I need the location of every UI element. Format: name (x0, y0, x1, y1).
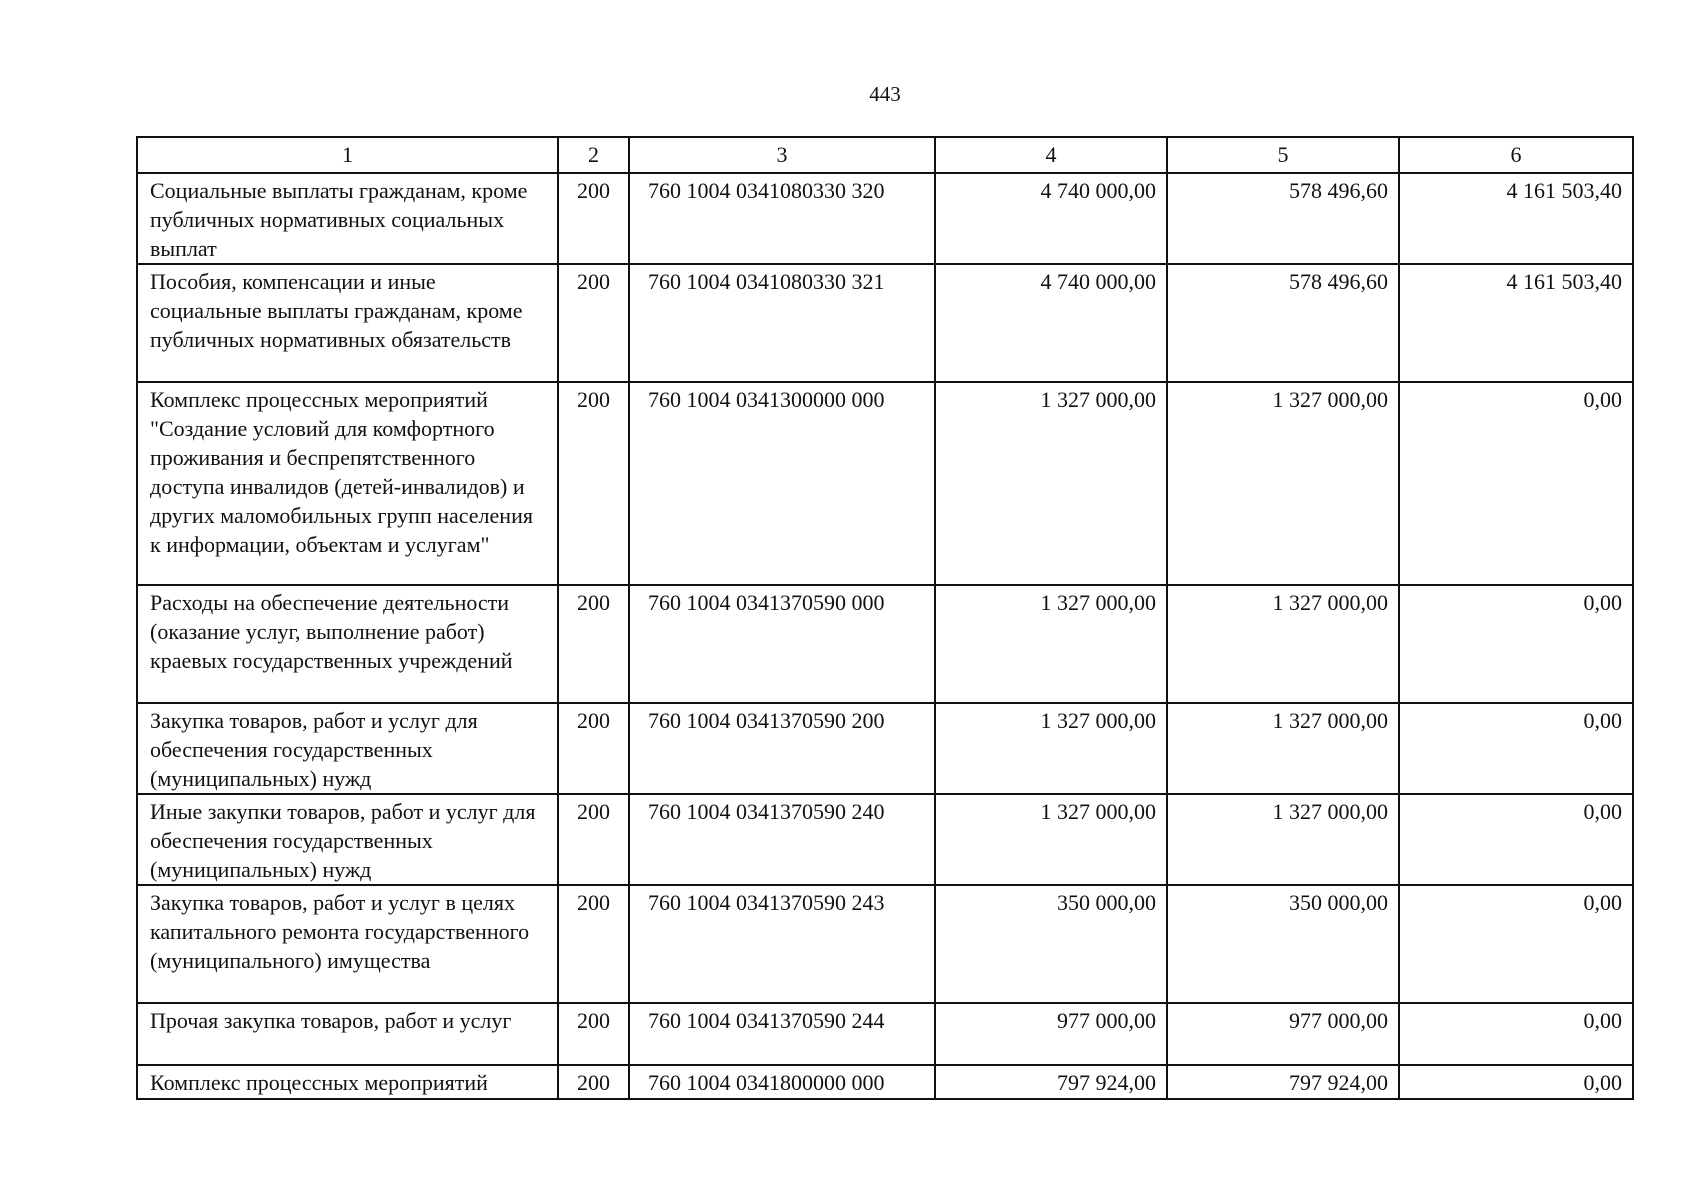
table-row (137, 885, 1633, 1003)
row-budget-code: 760 1004 0341370590 244 (629, 1003, 935, 1065)
row-name: Закупка товаров, работ и услуг для обеспечения государственных (муниципальных) нужд (137, 703, 558, 794)
table-row (137, 794, 1633, 885)
row-line-code: 200 (558, 173, 629, 264)
row-executed: 1 327 000,00 (1167, 382, 1399, 585)
row-budget-code: 760 1004 0341300000 000 (629, 382, 935, 585)
table-row (137, 173, 1633, 264)
row-line-code: 200 (558, 585, 629, 703)
row-executed: 977 000,00 (1167, 1003, 1399, 1065)
row-executed: 797 924,00 (1167, 1065, 1399, 1099)
row-planned: 1 327 000,00 (935, 382, 1167, 585)
table-row (137, 1003, 1633, 1065)
row-remaining: 0,00 (1399, 585, 1633, 703)
row-planned: 977 000,00 (935, 1003, 1167, 1065)
row-budget-code: 760 1004 0341370590 000 (629, 585, 935, 703)
row-line-code: 200 (558, 794, 629, 885)
row-budget-code: 760 1004 0341800000 000 (629, 1065, 935, 1099)
row-remaining: 0,00 (1399, 1065, 1633, 1099)
row-name: Закупка товаров, работ и услуг в целях капитального ремонта государственного (муниципального) имущества (137, 885, 558, 1003)
column-header-3: 3 (629, 137, 935, 173)
table-row (137, 1065, 1633, 1099)
row-name: Социальные выплаты гражданам, кроме публичных нормативных социальных выплат (137, 173, 558, 264)
row-remaining: 4 161 503,40 (1399, 264, 1633, 382)
row-budget-code: 760 1004 0341370590 200 (629, 703, 935, 794)
row-budget-code: 760 1004 0341370590 240 (629, 794, 935, 885)
row-remaining: 0,00 (1399, 382, 1633, 585)
table-row (137, 703, 1633, 794)
row-budget-code: 760 1004 0341370590 243 (629, 885, 935, 1003)
row-executed: 350 000,00 (1167, 885, 1399, 1003)
row-planned: 1 327 000,00 (935, 585, 1167, 703)
budget-table (136, 136, 1634, 1100)
row-budget-code: 760 1004 0341080330 320 (629, 173, 935, 264)
row-executed: 1 327 000,00 (1167, 585, 1399, 703)
row-remaining: 0,00 (1399, 885, 1633, 1003)
row-planned: 350 000,00 (935, 885, 1167, 1003)
row-line-code: 200 (558, 382, 629, 585)
row-planned: 1 327 000,00 (935, 794, 1167, 885)
row-planned: 4 740 000,00 (935, 173, 1167, 264)
table-header-row (137, 137, 1633, 173)
row-line-code: 200 (558, 264, 629, 382)
row-remaining: 0,00 (1399, 794, 1633, 885)
row-executed: 1 327 000,00 (1167, 703, 1399, 794)
row-remaining: 4 161 503,40 (1399, 173, 1633, 264)
row-remaining: 0,00 (1399, 1003, 1633, 1065)
row-name: Прочая закупка товаров, работ и услуг (137, 1003, 558, 1065)
row-executed: 578 496,60 (1167, 173, 1399, 264)
column-header-5: 5 (1167, 137, 1399, 173)
table-row (137, 585, 1633, 703)
column-header-2: 2 (558, 137, 629, 173)
row-planned: 1 327 000,00 (935, 703, 1167, 794)
column-header-1: 1 (137, 137, 558, 173)
row-name: Иные закупки товаров, работ и услуг для обеспечения государственных (муниципальных) нужд (137, 794, 558, 885)
column-header-4: 4 (935, 137, 1167, 173)
page-number: 443 (869, 82, 901, 106)
row-executed: 578 496,60 (1167, 264, 1399, 382)
row-line-code: 200 (558, 703, 629, 794)
column-header-6: 6 (1399, 137, 1633, 173)
row-line-code: 200 (558, 885, 629, 1003)
row-executed: 1 327 000,00 (1167, 794, 1399, 885)
row-name: Комплекс процессных мероприятий (137, 1065, 558, 1099)
row-line-code: 200 (558, 1003, 629, 1065)
row-name: Комплекс процессных мероприятий "Создание условий для комфортного проживания и беспрепятственного доступа инвалидов (детей-инвалидов) и других маломобильных групп населения к информации, объектам и услугам" (137, 382, 558, 585)
row-line-code: 200 (558, 1065, 629, 1099)
row-budget-code: 760 1004 0341080330 321 (629, 264, 935, 382)
row-name: Пособия, компенсации и иные социальные выплаты гражданам, кроме публичных нормативных обязательств (137, 264, 558, 382)
table-row (137, 264, 1633, 382)
row-remaining: 0,00 (1399, 703, 1633, 794)
table-row (137, 382, 1633, 585)
row-planned: 4 740 000,00 (935, 264, 1167, 382)
row-planned: 797 924,00 (935, 1065, 1167, 1099)
row-name: Расходы на обеспечение деятельности (оказание услуг, выполнение работ) краевых государственных учреждений (137, 585, 558, 703)
